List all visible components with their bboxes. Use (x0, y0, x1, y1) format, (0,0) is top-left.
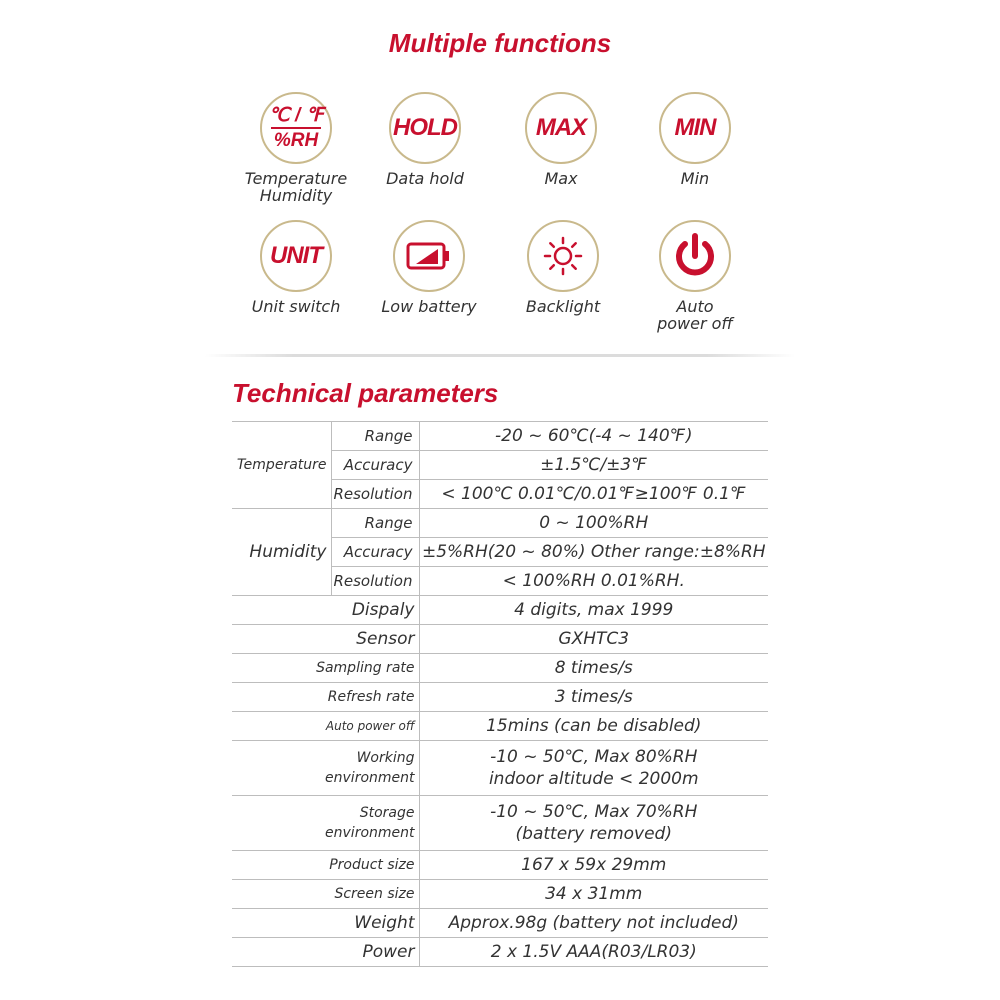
table-row (232, 422, 768, 451)
storage-environment-label: Storage environment (232, 796, 419, 851)
working-environment-value: -10 ~ 50℃, Max 80%RH indoor altitude < 2000m (419, 741, 768, 796)
temp-unit-text: ℃ / ℉ (268, 105, 324, 126)
power-value: 2 x 1.5V AAA(R03/LR03) (419, 938, 768, 967)
weight-label: Weight (232, 909, 419, 938)
temperature-range-value: -20 ~ 60℃(-4 ~ 140℉) (419, 422, 768, 451)
max-icon (525, 92, 597, 164)
table-row (232, 654, 768, 683)
feature-label: Low battery (381, 297, 477, 316)
power-icon (659, 220, 731, 292)
storage-environment-value: -10 ~ 50℃, Max 70%RH (battery removed) (419, 796, 768, 851)
section-divider (205, 354, 795, 357)
temperature-label: Temperature (232, 422, 331, 509)
table-row (232, 712, 768, 741)
table-row (232, 909, 768, 938)
min-icon-text: MIN (674, 114, 716, 141)
screen-size-value: 34 x 31mm (419, 880, 768, 909)
technical-parameters-title: Technical parameters (232, 378, 499, 408)
hold-icon (389, 92, 461, 164)
battery-svg (406, 241, 452, 271)
display-value: 4 digits, max 1999 (419, 596, 768, 625)
working-environment-label: Working environment (232, 741, 419, 796)
table-row (232, 880, 768, 909)
feature-auto-power-off (610, 220, 780, 332)
power-label: Power (232, 938, 419, 967)
power-svg (670, 231, 720, 281)
sun-svg (541, 234, 585, 278)
refresh-rate-value: 3 times/s (419, 683, 768, 712)
temperature-range-label: Range (331, 422, 419, 451)
min-icon (659, 92, 731, 164)
feature-label: Max (544, 169, 578, 188)
humidity-resolution-label: Resolution (331, 567, 419, 596)
temperature-accuracy-label: Accuracy (331, 451, 419, 480)
humidity-resolution-value: < 100%RH 0.01%RH. (419, 567, 768, 596)
feature-label: Temperature Humidity (244, 169, 348, 205)
table-row (232, 741, 768, 796)
temperature-humidity-icon (260, 92, 332, 164)
sampling-rate-label: Sampling rate (232, 654, 419, 683)
unit-icon-text: UNIT (270, 242, 322, 269)
temperature-resolution-label: Resolution (331, 480, 419, 509)
product-size-label: Product size (232, 851, 419, 880)
temperature-accuracy-value: ±1.5℃/±3℉ (419, 451, 768, 480)
feature-label: Backlight (525, 297, 601, 316)
humidity-label: Humidity (232, 509, 331, 596)
sun-icon (527, 220, 599, 292)
hold-icon-text: HOLD (393, 114, 457, 141)
humidity-range-value: 0 ~ 100%RH (419, 509, 768, 538)
display-label: Dispaly (232, 596, 419, 625)
refresh-rate-label: Refresh rate (232, 683, 419, 712)
sensor-value: GXHTC3 (419, 625, 768, 654)
sensor-label: Sensor (232, 625, 419, 654)
battery-icon (393, 220, 465, 292)
table-row (232, 596, 768, 625)
product-size-value: 167 x 59x 29mm (419, 851, 768, 880)
sampling-rate-value: 8 times/s (419, 654, 768, 683)
technical-parameters-table (232, 421, 768, 967)
temperature-resolution-value: < 100℃ 0.01℃/0.01℉≥100℉ 0.1℉ (419, 480, 768, 509)
multiple-functions-title: Multiple functions (388, 28, 612, 58)
auto-power-off-value: 15mins (can be disabled) (419, 712, 768, 741)
table-row (232, 683, 768, 712)
feature-label: Data hold (386, 169, 464, 188)
table-row (232, 796, 768, 851)
table-row (232, 938, 768, 967)
humidity-range-label: Range (331, 509, 419, 538)
humidity-accuracy-value: ±5%RH(20 ~ 80%) Other range:±8%RH (419, 538, 768, 567)
table-row (232, 625, 768, 654)
max-icon-text: MAX (535, 114, 587, 141)
auto-power-off-label: Auto power off (232, 712, 419, 741)
unit-icon (260, 220, 332, 292)
rh-unit-text: %RH (273, 130, 319, 151)
weight-value: Approx.98g (battery not included) (419, 909, 768, 938)
feature-label: Auto power off (657, 297, 733, 333)
feature-min (610, 92, 780, 187)
feature-label: Min (680, 169, 710, 188)
icon-divider (271, 127, 321, 129)
table-row (232, 851, 768, 880)
humidity-accuracy-label: Accuracy (331, 538, 419, 567)
feature-label: Unit switch (251, 297, 341, 316)
screen-size-label: Screen size (232, 880, 419, 909)
table-row (232, 509, 768, 538)
